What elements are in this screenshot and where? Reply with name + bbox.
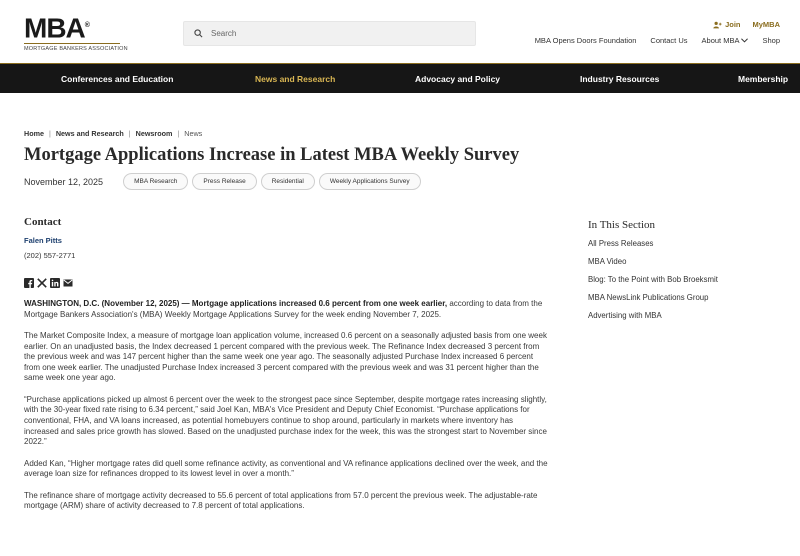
article-paragraph-4: Added Kan, “Higher mortgage rates did quell some refinance activity, as conventional and VA refinance applications declined over the week, and the average loan size for refinances dropped to its lowest level in over a month.” xyxy=(24,458,548,479)
search-box[interactable] xyxy=(183,21,476,46)
article-body xyxy=(24,299,549,522)
join-link[interactable] xyxy=(713,20,740,29)
utility-contact-link[interactable]: Contact Us xyxy=(650,36,688,45)
tag-press-release[interactable]: Press Release xyxy=(192,173,256,190)
sidebar-link-newslink[interactable]: MBA NewsLink Publications Group xyxy=(588,293,709,302)
contact-phone: (202) 557-2771 xyxy=(24,251,76,260)
nav-industry-resources[interactable]: Industry Resources xyxy=(580,73,660,84)
nav-advocacy[interactable]: Advocacy and Policy xyxy=(415,73,501,84)
breadcrumb-separator: | xyxy=(128,129,131,138)
facebook-icon[interactable] xyxy=(24,275,34,285)
sidebar-link-advertising[interactable]: Advertising with MBA xyxy=(588,311,662,320)
mba-logo[interactable] xyxy=(24,12,128,54)
tag-mba-research[interactable]: MBA Research xyxy=(123,173,188,190)
join-label: Join xyxy=(725,20,741,29)
linkedin-icon[interactable] xyxy=(50,275,60,285)
email-icon[interactable] xyxy=(63,275,73,285)
breadcrumb-separator: | xyxy=(48,129,51,138)
sidebar-heading: In This Section xyxy=(588,219,656,231)
x-icon[interactable] xyxy=(37,275,47,285)
logo-subtitle: MORTGAGE BANKERS ASSOCIATION xyxy=(24,43,120,52)
article-paragraph-2: The Market Composite Index, a measure of mortgage loan application volume, increased 0.6 percent on a seasonally adjusted basis from one week earlier. On an unadjusted basis, the Index decreased 1 percent compared with the previous week. The Refinance Index decreased 3 percent from the previous week and was 147 percent higher than the same week one year ago. The seasonally adjusted Purchase Index increased 6 percent from one week earlier. The unadjusted Purchase Index increased 3 percent compared with the previous week and was 31 percent higher than the same week one year ago. xyxy=(24,330,547,383)
tag-residential[interactable]: Residential xyxy=(261,173,315,190)
registered-mark-icon: ® xyxy=(84,22,89,29)
article-meta xyxy=(24,173,425,190)
social-share xyxy=(24,275,73,285)
sidebar-link-all-press-releases[interactable]: All Press Releases xyxy=(588,239,654,248)
breadcrumb-separator: | xyxy=(177,129,180,138)
article-paragraph-3: “Purchase applications picked up almost 6 percent over the week to the strongest pace since September, despite mortgage rates increasing slightly, with the 30-year fixed rate rising to 6.34 percent,” said Joel Kan, MBA's Vice President and Deputy Chief Economist. “Purchase applications for conventional, FHA, and VA loans increased, as potential homebuyers continue to shop around, particularly in markets where inventory has increased and sales price growth has slowed. Based on the unadjusted purchase index for the week, this was the strongest start to November since 2022.” xyxy=(24,394,547,447)
breadcrumb-home[interactable]: Home xyxy=(24,129,44,138)
breadcrumb xyxy=(24,129,202,138)
utility-shop-link[interactable]: Shop xyxy=(762,36,780,45)
chevron-down-icon xyxy=(741,38,748,43)
publish-date: November 12, 2025 xyxy=(24,176,104,187)
article-lead: WASHINGTON, D.C. (November 12, 2025) — Mortgage applications increased 0.6 percent from one week earlier, xyxy=(24,299,448,308)
sidebar-link-blog[interactable]: Blog: To the Point with Bob Broeksmit xyxy=(588,275,718,284)
utility-opens-doors-link[interactable]: MBA Opens Doors Foundation xyxy=(534,36,637,45)
nav-membership[interactable]: Membership xyxy=(738,73,789,84)
utility-about-label: About MBA xyxy=(701,36,740,45)
nav-conferences[interactable]: Conferences and Education xyxy=(61,73,174,84)
sidebar-link-mba-video[interactable]: MBA Video xyxy=(588,257,627,266)
search-input[interactable] xyxy=(211,29,451,38)
article-paragraph-1 xyxy=(24,299,549,320)
user-plus-icon xyxy=(713,21,722,29)
nav-news-research[interactable]: News and Research xyxy=(255,73,336,84)
search-icon xyxy=(194,29,203,38)
utility-about-link[interactable] xyxy=(702,36,749,45)
breadcrumb-newsroom[interactable]: Newsroom xyxy=(135,129,173,138)
article-lead-rest: according to data from the Mortgage Bankers Association's (MBA) Weekly Mortgage Applications Survey for the week ending November 7, 2025. xyxy=(24,299,543,319)
logo-mark: MBA xyxy=(24,12,85,44)
main-nav xyxy=(0,63,800,93)
breadcrumb-news-research[interactable]: News and Research xyxy=(55,129,124,138)
site-header xyxy=(0,0,800,63)
page-title: Mortgage Applications Increase in Latest MBA Weekly Survey xyxy=(24,145,520,165)
contact-name[interactable]: Falen Pitts xyxy=(24,236,62,245)
tag-weekly-applications-survey[interactable]: Weekly Applications Survey xyxy=(319,173,421,190)
article-paragraph-5: The refinance share of mortgage activity decreased to 55.6 percent of total applications from 57.0 percent the previous week. The adjustable-rate mortgage (ARM) share of activity decreased to 7.8 percent of total applications. xyxy=(24,490,538,511)
in-this-section-sidebar xyxy=(588,219,788,329)
mymba-link[interactable]: MyMBA xyxy=(752,20,780,29)
contact-heading: Contact xyxy=(24,216,62,228)
breadcrumb-current: News xyxy=(184,129,203,138)
